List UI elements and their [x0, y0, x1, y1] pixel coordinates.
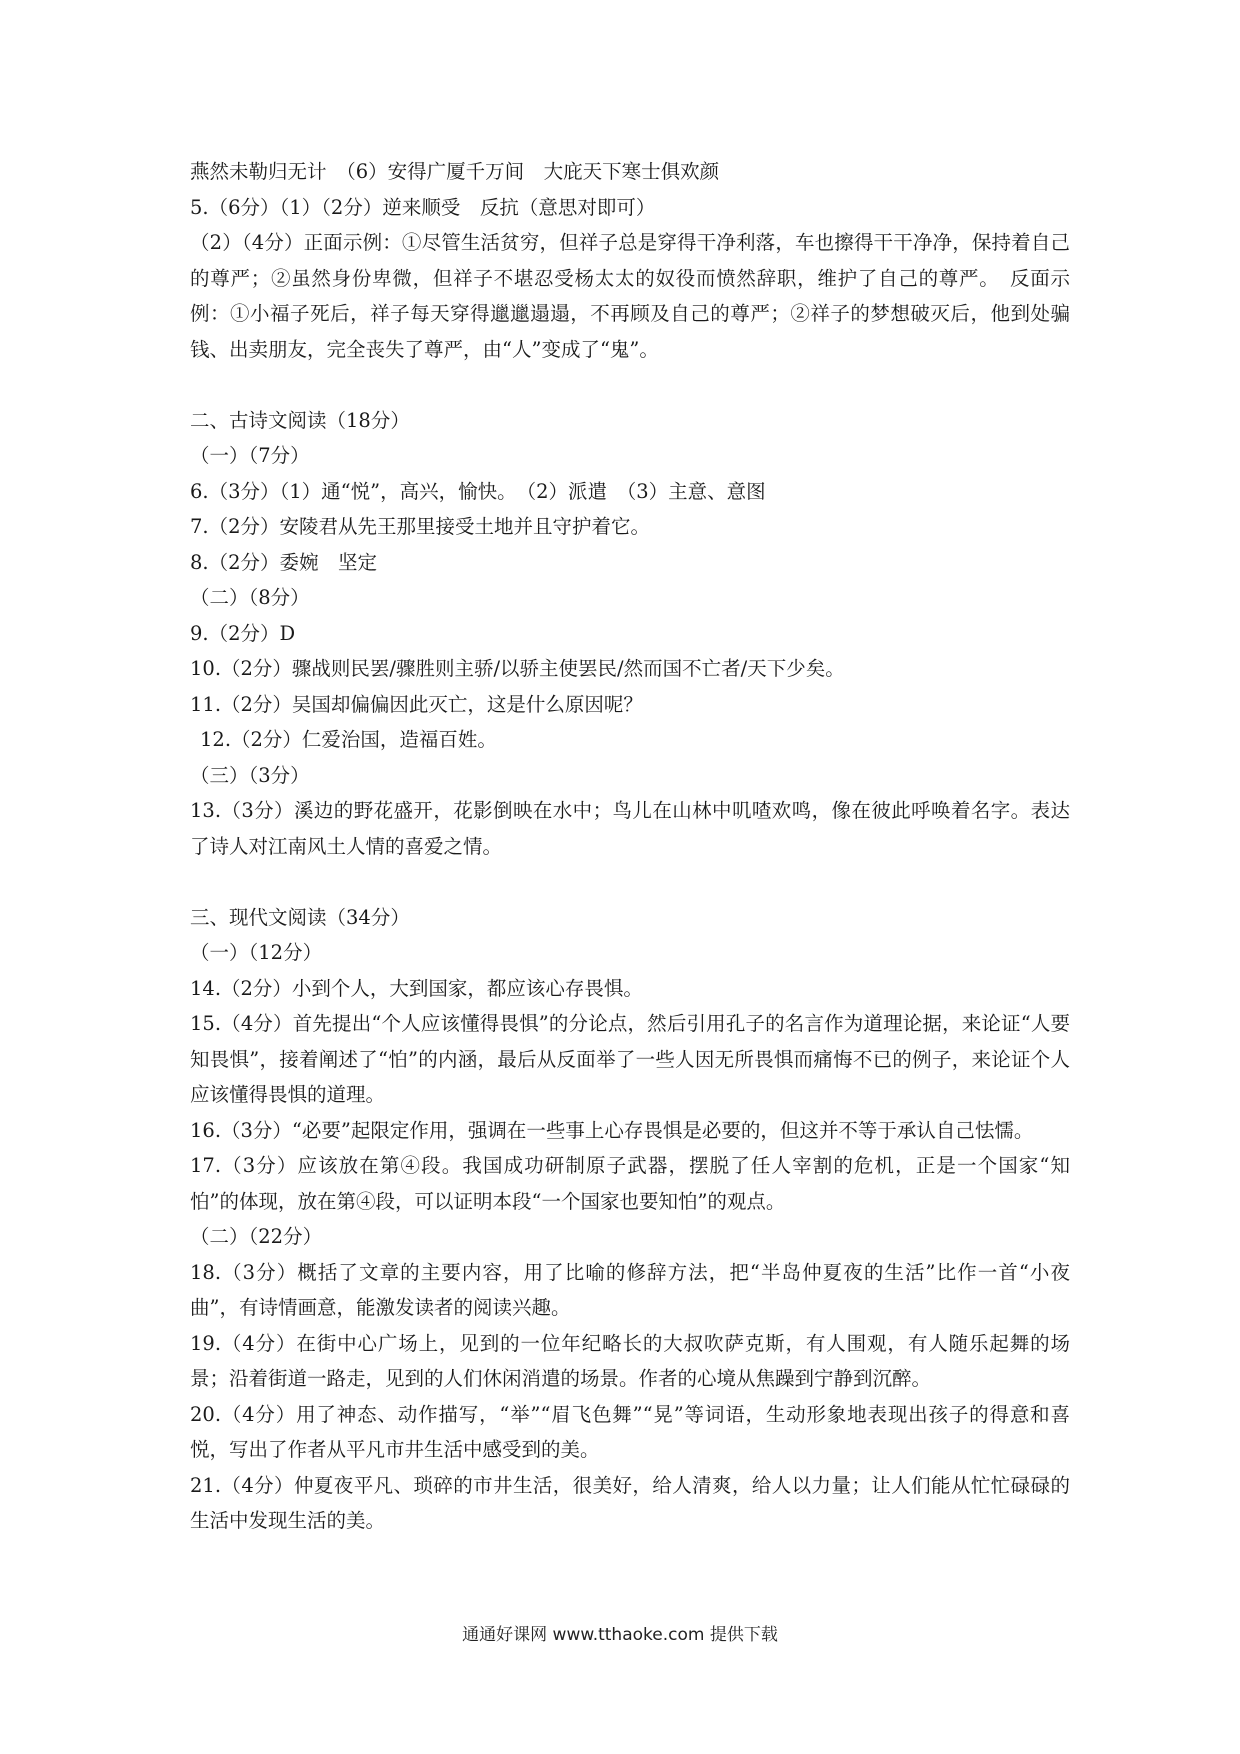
subsection-heading: （一）（7分） [190, 444, 310, 467]
text-line: 9.（2分）D [190, 621, 296, 645]
text-line: 11.（2分）吴国却偏偏因此灭亡，这是什么原因呢？ [190, 692, 643, 716]
text-paragraph: 15.（4分）首先提出“个人应该懂得畏惧”的分论点，然后引用孔子的名言作为道理论据，来论证“人要知畏惧”，接着阐述了“怕”的内涵，最后从反面举了一些人因无所畏惧而痛悔不已的例子，来论证个人应该懂得畏惧的道理。 [190, 1012, 1070, 1106]
text-line: 6.（3分）（1）通“悦”，高兴，愉快。 （2）派遣 （3）主意、意图 [190, 479, 766, 503]
text-paragraph: 20.（4分）用了神态、动作描写，“举”“眉飞色舞”“晃”等词语，生动形象地表现出孩子的得意和喜悦，写出了作者从平凡市井生活中感受到的美。 [190, 1402, 1070, 1461]
text-line: 14.（2分）小到个人，大到国家，都应该心存畏惧。 [190, 976, 643, 1000]
subsection-heading: （三）（3分） [190, 763, 310, 787]
text-paragraph: 16.（3分）“必要”起限定作用，强调在一些事上心存畏惧是必要的，但这并不等于承认自己怯懦。 [190, 1118, 1034, 1142]
text-paragraph: 17.（3分）应该放在第④段。我国成功研制原子武器，摆脱了任人宰割的危机，正是一个国家“知怕”的体现，放在第④段，可以证明本段“一个国家也要知怕”的观点。 [190, 1154, 1070, 1213]
text-line: 10.（2分）骤战则民罢/骤胜则主骄/以骄主使罢民/然而国不亡者/天下少矣。 [190, 657, 845, 680]
subsection-heading: （一）（12分） [190, 941, 323, 964]
text-paragraph: 13.（3分）溪边的野花盛开，花影倒映在水中；鸟儿在山林中叽喳欢鸣，像在彼此呼唤着名字。表达了诗人对江南风土人情的喜爱之情。 [190, 799, 1070, 858]
text-paragraph: （2）（4分）正面示例：①尽管生活贫穷，但祥子总是穿得干净利落，车也擦得干干净净，保持着自己的尊严；②虽然身份卑微，但祥子不堪忍受杨太太的奴役而愤然辞职，维护了自己的尊严。 反面示例：①小福子死后，祥子每天穿得邋邋遢遢，不再顾及自己的尊严；②祥子的梦想破灭后，他到处骗钱、出卖朋友，完全丧失了尊严，由“人”变成了“鬼”。 [190, 231, 1070, 361]
subsection-heading: （二）（22分） [190, 1225, 323, 1248]
text-line: 5.（6分）（1）（2分）逆来顺受 反抗（意思对即可） [190, 195, 656, 219]
text-line: 7.（2分）安陵君从先王那里接受土地并且守护着它。 [190, 515, 651, 538]
text-paragraph: 19.（4分）在街中心广场上，见到的一位年纪略长的大叔吹萨克斯，有人围观，有人随乐起舞的场景；沿着街道一路走，见到的人们休闲消遣的场景。作者的心境从焦躁到宁静到沉醉。 [190, 1331, 1070, 1390]
section-heading: 二、古诗文阅读（18分） [190, 408, 410, 432]
section-heading: 三、现代文阅读（34分） [190, 905, 410, 929]
text-line: 8.（2分）委婉 坚定 [190, 550, 378, 574]
subsection-heading: （二）（8分） [190, 586, 310, 609]
text-paragraph: 18.（3分）概括了文章的主要内容，用了比喻的修辞方法，把“半岛仲夏夜的生活”比作一首“小夜曲”，有诗情画意，能激发读者的阅读兴趣。 [190, 1260, 1070, 1319]
text-line: 燕然未勒归无计 （6）安得广厦千万间 大庇天下寒士俱欢颜 [190, 160, 720, 183]
answer-content [190, 154, 1070, 1539]
text-line: 12.（2分）仁爱治国，造福百姓。 [200, 728, 497, 751]
page-footer: 通通好课网 www.tthaoke.com 提供下载 [462, 1625, 778, 1645]
text-paragraph: 21.（4分）仲夏夜平凡、琐碎的市井生活，很美好，给人清爽，给人以力量；让人们能从忙忙碌碌的生活中发现生活的美。 [190, 1473, 1070, 1532]
